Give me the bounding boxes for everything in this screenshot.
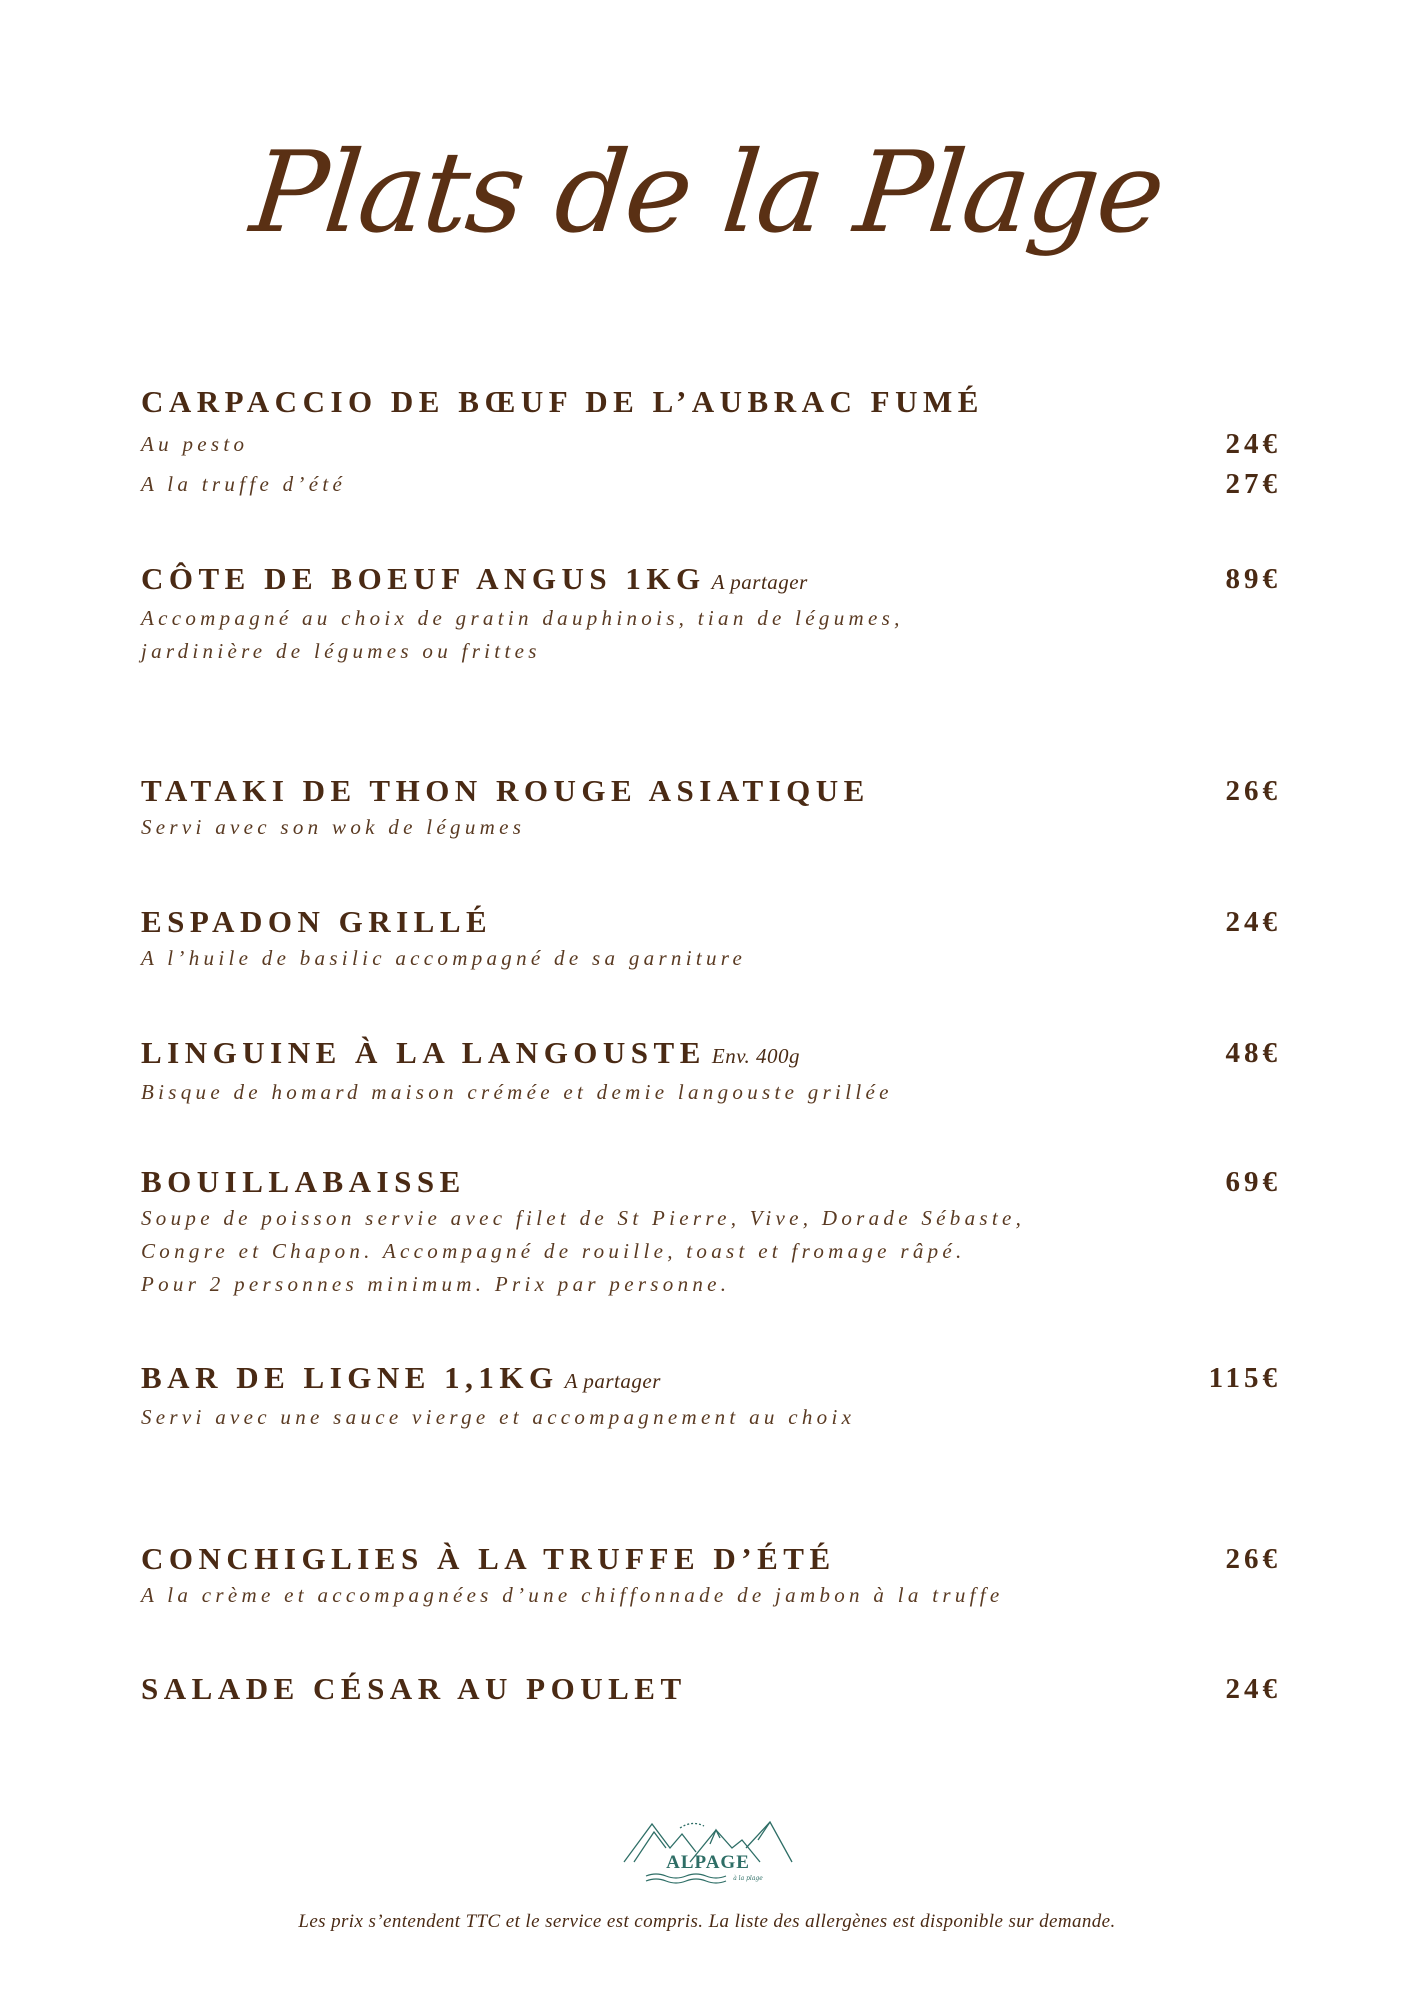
option-label: A la truffe d’été: [141, 472, 347, 496]
dish-name: BAR DE LIGNE 1,1KG: [141, 1360, 559, 1395]
menu-item-salade-cesar: [141, 1669, 1281, 1709]
dish-description: Soupe de poisson servie avec filet de St Pierre, Vive, Dorade Sébaste,: [141, 1206, 1026, 1230]
dish-price: 48€: [1225, 1037, 1281, 1069]
dish-price: 89€: [1225, 563, 1281, 595]
dish-name-row: [141, 1033, 1281, 1076]
dish-price: 24€: [1225, 1673, 1281, 1705]
dish-description: Congre et Chapon. Accompagné de rouille, toast et fromage râpé.: [141, 1239, 966, 1263]
dish-name-row: [141, 559, 1281, 602]
dish-description: jardinière de légumes ou frittes: [141, 639, 541, 663]
menu-item-cote-de-boeuf: [141, 559, 1281, 668]
dish-name: BOUILLABAISSE: [141, 1164, 466, 1199]
dish-name: ESPADON GRILLÉ: [141, 904, 493, 939]
dish-note: A partager: [711, 570, 808, 594]
logo-wordmark: ALPAGE: [666, 1852, 750, 1873]
dish-price: 26€: [1225, 775, 1281, 807]
dish-name: TATAKI DE THON ROUGE ASIATIQUE: [141, 773, 870, 808]
dish-description: Bisque de homard maison crémée et demie langouste grillée: [141, 1080, 893, 1104]
option-price: 27€: [1225, 468, 1281, 500]
dish-name: SALADE CÉSAR AU POULET: [141, 1671, 687, 1706]
menu-title: Plats de la Plage: [245, 128, 1169, 258]
dish-description: Servi avec son wok de légumes: [141, 815, 526, 839]
menu-item-carpaccio: [141, 382, 1281, 506]
dish-name: LINGUINE À LA LANGOUSTE: [141, 1035, 706, 1070]
dish-description: A l’huile de basilic accompagné de sa garniture: [141, 946, 747, 970]
dish-price: 69€: [1225, 1166, 1281, 1198]
dish-name: CONCHIGLIES À LA TRUFFE D’ÉTÉ: [141, 1541, 836, 1576]
option-row: [141, 422, 1281, 466]
dish-note: A partager: [564, 1369, 661, 1393]
dish-description: A la crème et accompagnées d’une chiffonnade de jambon à la truffe: [141, 1583, 1004, 1607]
menu-item-espadon: [141, 902, 1281, 975]
footer-note: Les prix s’entendent TTC et le service est compris. La liste des allergènes est disponible sur demande.: [298, 1911, 1116, 1932]
menu-item-conchiglies: [141, 1539, 1281, 1612]
dish-name: CARPACCIO DE BŒUF DE L’AUBRAC FUMÉ: [141, 384, 984, 419]
dish-description: Accompagné au choix de gratin dauphinois, tian de légumes,: [141, 606, 904, 630]
menu-item-linguine: [141, 1033, 1281, 1109]
dish-name-row: [141, 1358, 1281, 1401]
logo-tagline: à la plage: [733, 1875, 763, 1882]
dish-description: Pour 2 personnes minimum. Prix par personne.: [141, 1272, 731, 1296]
menu-item-bouillabaisse: [141, 1162, 1281, 1301]
dish-price: 115€: [1208, 1362, 1281, 1394]
alpage-logo: [620, 1818, 796, 1890]
dish-price: 26€: [1225, 1543, 1281, 1575]
option-price: 24€: [1225, 428, 1281, 460]
option-label: Au pesto: [141, 432, 249, 456]
dish-name: CÔTE DE BOEUF ANGUS 1KG: [141, 561, 706, 596]
dish-price: 24€: [1225, 906, 1281, 938]
dish-note: Env. 400g: [711, 1044, 800, 1068]
waves-icon: [646, 1874, 726, 1883]
menu-item-tataki: [141, 771, 1281, 844]
dish-description: Servi avec une sauce vierge et accompagnement au choix: [141, 1405, 856, 1429]
option-row: [141, 462, 1281, 506]
menu-item-bar-de-ligne: [141, 1358, 1281, 1434]
